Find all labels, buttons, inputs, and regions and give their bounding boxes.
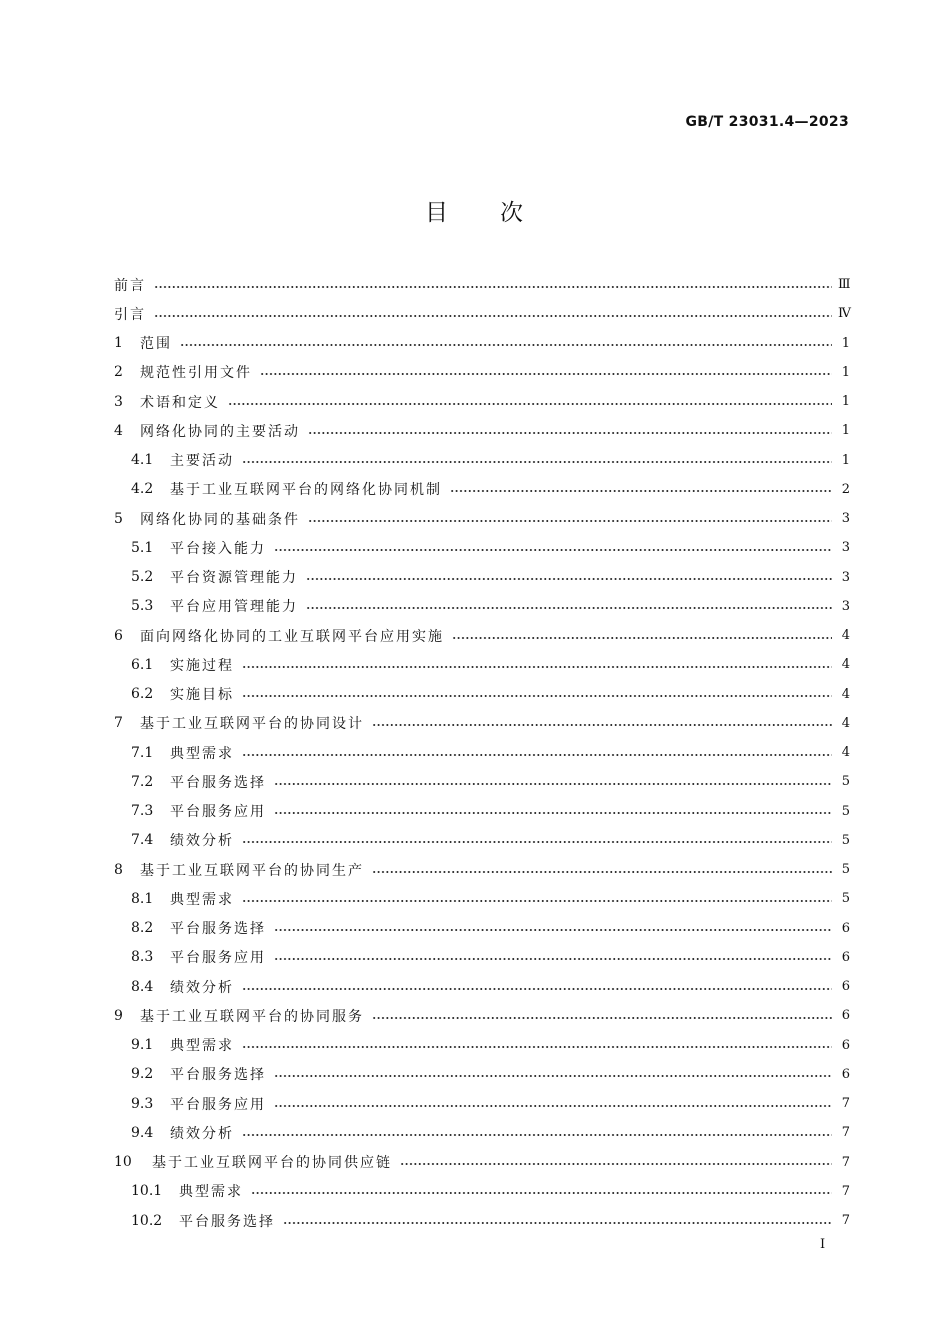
toc-entry-page: 2 bbox=[841, 481, 850, 497]
table-of-contents bbox=[114, 270, 850, 1235]
toc-entry-page: 5 bbox=[841, 774, 850, 790]
toc-entry-number: 6.2 bbox=[131, 686, 154, 703]
toc-entry-title: 网络化协同的主要活动 bbox=[140, 423, 300, 440]
toc-entry[interactable] bbox=[114, 738, 850, 767]
toc-dot-leader bbox=[274, 812, 832, 814]
toc-entry-page: Ⅳ bbox=[838, 306, 851, 322]
toc-dot-leader bbox=[242, 841, 832, 843]
toc-dot-leader bbox=[251, 1192, 832, 1194]
toc-entry[interactable] bbox=[114, 504, 850, 533]
toc-entry[interactable] bbox=[114, 358, 850, 387]
toc-entry[interactable] bbox=[114, 884, 850, 913]
toc-entry[interactable] bbox=[114, 533, 850, 562]
toc-entry-page: 7 bbox=[841, 1213, 850, 1229]
toc-entry-number: 9 bbox=[114, 1007, 123, 1024]
toc-entry[interactable] bbox=[114, 914, 850, 943]
toc-entry-number: 7.1 bbox=[131, 744, 154, 761]
toc-entry-title: 平台服务应用 bbox=[170, 950, 266, 967]
toc-entry-page: 4 bbox=[841, 657, 850, 673]
toc-entry-page: 6 bbox=[841, 1008, 850, 1024]
toc-entry-number: 8.3 bbox=[131, 949, 154, 966]
toc-entry[interactable] bbox=[114, 416, 850, 445]
toc-entry-number: 9.1 bbox=[131, 1037, 154, 1054]
toc-entry[interactable] bbox=[114, 1031, 850, 1060]
toc-entry[interactable] bbox=[114, 270, 850, 299]
toc-dot-leader bbox=[242, 900, 832, 902]
toc-entry-number: 6 bbox=[114, 627, 123, 644]
page-title bbox=[0, 194, 950, 227]
toc-entry[interactable] bbox=[114, 1001, 850, 1030]
toc-entry-page: Ⅲ bbox=[838, 277, 851, 293]
toc-dot-leader bbox=[242, 666, 832, 668]
toc-entry[interactable] bbox=[114, 1060, 850, 1089]
toc-entry-page: 4 bbox=[841, 715, 850, 731]
toc-entry-title: 基于工业互联网平台的协同供应链 bbox=[152, 1155, 392, 1172]
toc-entry[interactable] bbox=[114, 1206, 850, 1235]
toc-entry-page: 4 bbox=[841, 686, 850, 702]
toc-entry[interactable] bbox=[114, 563, 850, 592]
toc-entry-number: 5 bbox=[114, 510, 123, 527]
toc-dot-leader bbox=[274, 549, 832, 551]
toc-entry-page: 7 bbox=[841, 1183, 850, 1199]
toc-entry-title: 平台接入能力 bbox=[170, 540, 266, 557]
toc-entry-page: 3 bbox=[841, 540, 850, 556]
toc-entry-page: 7 bbox=[841, 1096, 850, 1112]
toc-entry[interactable] bbox=[114, 1177, 850, 1206]
toc-entry[interactable] bbox=[114, 1089, 850, 1118]
toc-entry-page: 4 bbox=[841, 745, 850, 761]
toc-entry-title: 平台资源管理能力 bbox=[170, 570, 298, 587]
toc-entry-title: 前言 bbox=[114, 277, 146, 294]
toc-entry-title: 基于工业互联网平台的网络化协同机制 bbox=[170, 482, 442, 499]
toc-entry-number: 8 bbox=[114, 861, 123, 878]
toc-entry-title: 术语和定义 bbox=[140, 394, 220, 411]
toc-entry-number: 5.2 bbox=[131, 569, 154, 586]
toc-entry-page: 3 bbox=[841, 511, 850, 527]
toc-entry[interactable] bbox=[114, 797, 850, 826]
toc-entry-title: 平台服务选择 bbox=[170, 921, 266, 938]
toc-entry-page: 6 bbox=[841, 979, 850, 995]
toc-entry[interactable] bbox=[114, 650, 850, 679]
toc-entry-title: 范围 bbox=[140, 336, 172, 353]
toc-entry-title: 绩效分析 bbox=[170, 979, 234, 996]
toc-entry-number: 1 bbox=[114, 335, 123, 352]
toc-entry-title: 网络化协同的基础条件 bbox=[140, 511, 300, 528]
toc-entry-number: 9.4 bbox=[131, 1124, 154, 1141]
toc-entry-number: 5.3 bbox=[131, 598, 154, 615]
toc-entry[interactable] bbox=[114, 621, 850, 650]
toc-entry-page: 6 bbox=[841, 1066, 850, 1082]
toc-entry-title: 面向网络化协同的工业互联网平台应用实施 bbox=[140, 628, 444, 645]
toc-entry-page: 6 bbox=[841, 1037, 850, 1053]
toc-entry-number: 2 bbox=[114, 364, 123, 381]
toc-entry-page: 1 bbox=[841, 364, 850, 380]
toc-dot-leader bbox=[283, 1222, 832, 1224]
toc-entry-page: 1 bbox=[841, 335, 850, 351]
toc-entry[interactable] bbox=[114, 1118, 850, 1147]
standard-code: GB/T 23031.4—2023 bbox=[685, 114, 849, 130]
toc-entry-title: 平台服务应用 bbox=[170, 1096, 266, 1113]
toc-entry-number: 10.1 bbox=[131, 1183, 163, 1200]
toc-entry-number: 8.1 bbox=[131, 890, 154, 907]
toc-entry-number: 7.4 bbox=[131, 832, 154, 849]
toc-dot-leader bbox=[242, 1046, 832, 1048]
toc-entry-title: 平台服务选择 bbox=[170, 1067, 266, 1084]
toc-entry-page: 5 bbox=[841, 803, 850, 819]
page-number: I bbox=[820, 1237, 826, 1252]
toc-entry-title: 平台服务应用 bbox=[170, 804, 266, 821]
toc-entry-title: 基于工业互联网平台的协同设计 bbox=[140, 716, 364, 733]
toc-entry-title: 规范性引用文件 bbox=[140, 365, 252, 382]
toc-entry-title: 实施过程 bbox=[170, 657, 234, 674]
toc-entry[interactable] bbox=[114, 1148, 850, 1177]
toc-entry-page: 6 bbox=[841, 920, 850, 936]
toc-dot-leader bbox=[274, 958, 832, 960]
toc-dot-leader bbox=[242, 695, 832, 697]
toc-entry-number: 5.1 bbox=[131, 539, 154, 556]
toc-entry-title: 绩效分析 bbox=[170, 1125, 234, 1142]
toc-entry-number: 7.2 bbox=[131, 773, 154, 790]
toc-entry-number: 3 bbox=[114, 393, 123, 410]
toc-entry-page: 4 bbox=[841, 628, 850, 644]
toc-entry-page: 5 bbox=[841, 862, 850, 878]
toc-dot-leader bbox=[274, 1075, 832, 1077]
toc-entry-number: 9.2 bbox=[131, 1066, 154, 1083]
toc-dot-leader bbox=[242, 754, 832, 756]
toc-dot-leader bbox=[260, 373, 832, 375]
toc-entry-number: 8.4 bbox=[131, 978, 154, 995]
toc-entry-page: 1 bbox=[841, 423, 850, 439]
toc-entry-number: 9.3 bbox=[131, 1095, 154, 1112]
toc-entry[interactable] bbox=[114, 329, 850, 358]
toc-entry-title: 引言 bbox=[114, 306, 146, 323]
toc-dot-leader bbox=[452, 637, 832, 639]
page-title-char-2: 次 bbox=[500, 200, 525, 226]
toc-dot-leader bbox=[306, 578, 832, 580]
toc-entry-number: 10 bbox=[114, 1154, 132, 1171]
toc-entry-page: 5 bbox=[841, 891, 850, 907]
toc-entry-page: 7 bbox=[841, 1154, 850, 1170]
toc-entry-title: 平台服务选择 bbox=[170, 774, 266, 791]
toc-dot-leader bbox=[372, 1017, 832, 1019]
toc-dot-leader bbox=[308, 432, 832, 434]
toc-entry-number: 8.2 bbox=[131, 920, 154, 937]
toc-dot-leader bbox=[242, 1134, 832, 1136]
toc-entry-title: 实施目标 bbox=[170, 687, 234, 704]
toc-entry[interactable] bbox=[114, 826, 850, 855]
toc-entry-number: 10.2 bbox=[131, 1212, 163, 1229]
toc-entry[interactable] bbox=[114, 446, 850, 475]
toc-entry-number: 7 bbox=[114, 715, 123, 732]
toc-entry-title: 典型需求 bbox=[170, 745, 234, 762]
toc-entry-title: 基于工业互联网平台的协同服务 bbox=[140, 1008, 364, 1025]
toc-dot-leader bbox=[180, 344, 832, 346]
toc-entry-title: 典型需求 bbox=[179, 1184, 243, 1201]
toc-entry[interactable] bbox=[114, 592, 850, 621]
toc-entry-title: 典型需求 bbox=[170, 1038, 234, 1055]
toc-entry-title: 基于工业互联网平台的协同生产 bbox=[140, 862, 364, 879]
toc-dot-leader bbox=[372, 724, 832, 726]
toc-entry-title: 绩效分析 bbox=[170, 833, 234, 850]
toc-dot-leader bbox=[400, 1163, 832, 1165]
toc-dot-leader bbox=[450, 490, 832, 492]
toc-entry[interactable] bbox=[114, 680, 850, 709]
toc-entry-number: 7.3 bbox=[131, 803, 154, 820]
toc-entry-number: 6.1 bbox=[131, 656, 154, 673]
toc-entry-page: 5 bbox=[841, 832, 850, 848]
toc-entry[interactable] bbox=[114, 943, 850, 972]
toc-dot-leader bbox=[274, 1105, 832, 1107]
toc-dot-leader bbox=[308, 520, 832, 522]
toc-dot-leader bbox=[274, 783, 832, 785]
toc-entry-page: 1 bbox=[841, 394, 850, 410]
toc-entry-page: 7 bbox=[841, 1125, 850, 1141]
toc-entry-page: 3 bbox=[841, 569, 850, 585]
toc-dot-leader bbox=[242, 461, 832, 463]
toc-dot-leader bbox=[242, 988, 832, 990]
toc-entry-number: 4 bbox=[114, 422, 123, 439]
toc-entry[interactable] bbox=[114, 387, 850, 416]
toc-entry-number: 4.1 bbox=[131, 452, 154, 469]
toc-entry-title: 平台服务选择 bbox=[179, 1213, 275, 1230]
toc-entry[interactable] bbox=[114, 475, 850, 504]
toc-entry[interactable] bbox=[114, 299, 850, 328]
toc-entry-title: 平台应用管理能力 bbox=[170, 599, 298, 616]
toc-dot-leader bbox=[154, 315, 832, 317]
toc-entry-title: 典型需求 bbox=[170, 891, 234, 908]
toc-entry-page: 6 bbox=[841, 949, 850, 965]
toc-dot-leader bbox=[228, 403, 832, 405]
toc-dot-leader bbox=[372, 871, 832, 873]
toc-entry[interactable] bbox=[114, 767, 850, 796]
toc-entry-page: 1 bbox=[841, 452, 850, 468]
toc-dot-leader bbox=[154, 286, 832, 288]
toc-dot-leader bbox=[306, 607, 832, 609]
toc-entry-number: 4.2 bbox=[131, 481, 154, 498]
toc-dot-leader bbox=[274, 929, 832, 931]
toc-entry[interactable] bbox=[114, 709, 850, 738]
toc-entry-page: 3 bbox=[841, 598, 850, 614]
page-title-char-1: 目 bbox=[425, 200, 450, 226]
toc-entry[interactable] bbox=[114, 972, 850, 1001]
toc-entry[interactable] bbox=[114, 855, 850, 884]
toc-entry-title: 主要活动 bbox=[170, 453, 234, 470]
